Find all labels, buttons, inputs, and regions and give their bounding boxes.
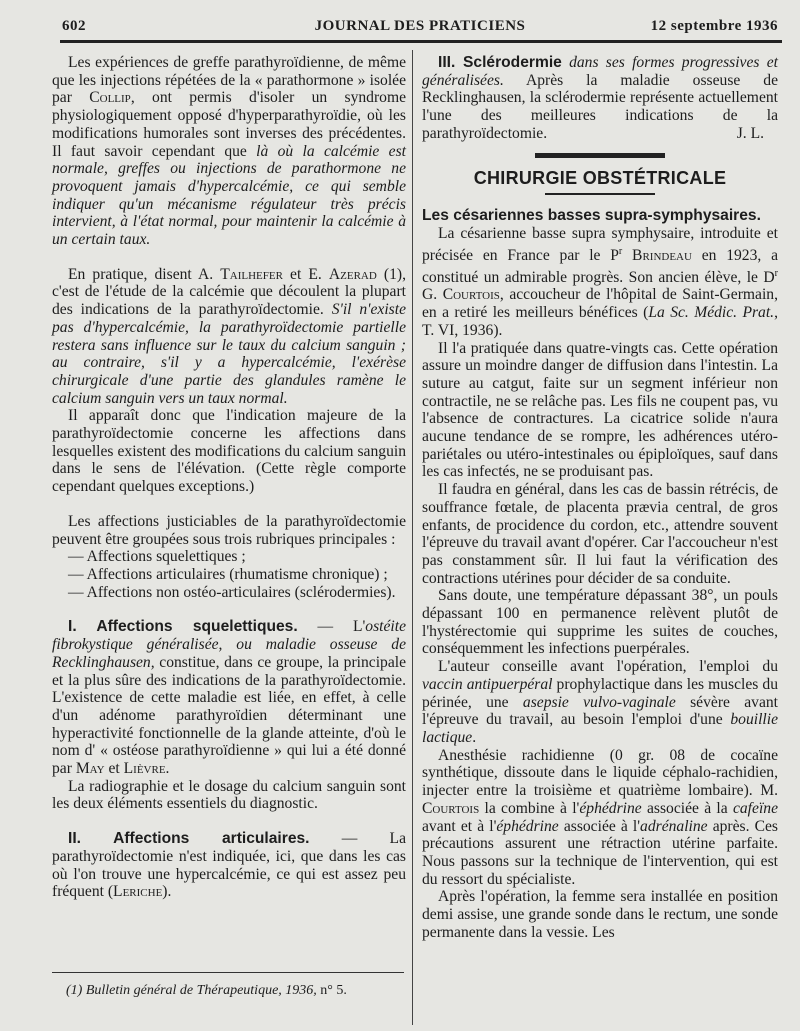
text-run: La césarienne basse supra symphysaire, introduite et précisée en France par le P: [422, 224, 778, 264]
paragraph: Il apparaît donc que l'indication majeure de la parathyroïdectomie concerne les affections dans lesquelles existent des modifications du calcium sanguin dans le sens de l'élévation. (Cette règle comporte cependant quelques exceptions.): [52, 407, 406, 496]
section-subrule: [545, 193, 655, 195]
text-run: En pratique, disent A.: [68, 265, 221, 283]
paragraph: La radiographie et le dosage du calcium sanguin sont les deux éléments essentiels du diagnostic.: [52, 777, 406, 813]
text-run: r: [774, 267, 778, 279]
text-run: .: [472, 729, 477, 746]
text-run: Azerad: [328, 265, 377, 283]
text-run: ostéite fibrokystique généralisée, ou maladie osseuse de Recklinghausen,: [52, 618, 406, 671]
text-run: L'auteur conseille avant l'opération, l'emploi du: [438, 658, 778, 676]
text-run: Anesthésie rachidienne (0 gr. 08 de cocaïne synthétique, dissoute dans le liquide céphalo-rachidien, injecter entre la troisième et quatrième lombaire). M.: [422, 746, 778, 800]
text-run: G.: [422, 286, 443, 304]
header-rule: [60, 40, 782, 43]
text-run: Brindeau: [632, 246, 692, 264]
right-column: [422, 54, 778, 941]
list-item: — Affections articulaires (rhumatisme chronique) ;: [68, 565, 388, 583]
text-run: constitue, dans ce groupe, la principale et la plus sûre des indications de la parathyroïdectomie. L'existence de cette maladie est liée, en effet, à celle d'un adénome parathyroïdien déterminant une hyperactivité fonctionnelle de la glande atteinte, d'où le nom d' « ostéose parathyroïdienne » qui lui a été donné par: [52, 653, 406, 778]
text-run: Courtois: [422, 799, 480, 817]
text-run: Les expériences de greffe parathyroïdienne, de même que les injections répétées de la « parathormone » isolée par: [52, 54, 406, 107]
paragraph: Les affections justiciables de la parathyroïdectomie peuvent être groupées sous trois rubriques principales :: [52, 512, 406, 548]
text-run: et: [104, 760, 124, 778]
text-run: adrénaline: [640, 817, 708, 835]
left-column: [52, 54, 406, 901]
text-run: [562, 54, 569, 71]
column-divider: [412, 50, 413, 1025]
paragraph: [52, 830, 406, 901]
text-run: associée à la: [641, 799, 733, 817]
text-run: , T. VI, 1936).: [422, 304, 778, 339]
text-run: Courtois: [442, 286, 500, 304]
text-run: La Sc. Médic. Prat.: [648, 304, 775, 322]
text-run: sévère avant l'épreuve du travail, au besoin l'emploi d'une: [422, 693, 779, 729]
paragraph: [52, 54, 406, 249]
page-number: 602: [62, 18, 86, 34]
article-heading: Les césariennes basses supra-symphysaires.: [422, 207, 761, 225]
text-run: asepsie vulvo-vaginale: [522, 693, 676, 711]
paragraph: Après l'opération, la femme sera installée en position demi assise, une grande sonde dans le rectum, une sonde permanente dans la vessie. Les: [422, 888, 778, 941]
text-run: en 1923, a constitué un admirable progrès. Son ancien élève, le D: [422, 246, 778, 286]
text-run: May: [75, 760, 105, 778]
text-run: (1), c'est de l'étude de la calcémie que découlent la plupart des indications de la parathyroïdectomie.: [52, 265, 407, 319]
text-run: Après la maladie osseuse de Recklinghausen, la sclérodermie représente actuellement l'une des meilleures indications de la parathyroïdectomie.: [422, 71, 778, 142]
text-run: (1) Bulletin général de Thérapeutique, 1936,: [66, 983, 321, 998]
list-item: — Affections non ostéo-articulaires (sclérodermies).: [68, 583, 396, 601]
paragraph: Il faudra en général, dans les cas de bassin rétrécis, de souffrance fœtale, de placenta prævia central, de gros enfants, de procidence du cordon, etc., attendre souvent l'épreuve du travail avant d'opérer. Car l'accoucheur n'est pas constamment sûr. Il lui faut la vérification des contractions utérines pour décider de sa conduite.: [422, 481, 778, 587]
footnote: [66, 983, 347, 999]
paragraph: [422, 747, 778, 889]
text-run: avant et à l': [422, 817, 497, 835]
text-run: III. Sclérodermie: [438, 54, 562, 71]
text-run: [622, 247, 632, 264]
text-run: prophylactique dans les muscles du périnée, une: [422, 675, 778, 711]
text-run: Leriche: [113, 883, 163, 901]
text-run: II. Affections articulaires.: [68, 830, 310, 848]
text-run: bouillie lactique: [422, 711, 778, 746]
paragraph: Sans doute, une température dépassant 38°, un pouls dépassant 100 en permanence relèvent plutôt de l'hystérectomie qui supprime les suites de couches, conséquemment les infections puerpérales.: [422, 587, 778, 658]
paragraph: Il l'a pratiquée dans quatre-vingts cas. Cette opération assure un moindre danger de diffusion dans l'intestin. La suture au catgut, faite sur un segment inférieur non contractile, ne se relâche pas. Les fils ne coupent pas, vu l'absence de contractures. La cicatrice solide n'aura aucune tendance de se rompre, les adhérences utéro-pariétales ou utéro-intestinales ou épiploïques, sauf dans les cas infectés, ne se produisant pas.: [422, 339, 778, 481]
text-run: — La parathyroïdectomie n'est indiquée, ici, que dans les cas où l'on trouve une hypercalcémie, ce qui est assez peu fréquent (: [52, 830, 406, 901]
text-run: Tailhefer: [220, 265, 283, 283]
text-run: dans ses formes progressives et généralisées.: [422, 54, 778, 89]
footnote-rule: [52, 972, 404, 973]
text-run: S'il n'existe pas d'hypercalcémie, la parathyroïdectomie partielle restera sans influence sur le taux du calcium sanguin ; au contraire, s'il y a hypercalcémie, l'exérèse chirurgicale d'une partie des glandules ramène le calcium sanguin vers un taux normal.: [52, 301, 407, 407]
running-header: [62, 18, 778, 40]
signature: J. L.: [736, 124, 764, 142]
text-run: associée à l': [558, 817, 641, 835]
text-run: .: [165, 760, 170, 778]
text-run: vaccin antipuerpéral: [422, 675, 553, 693]
paragraph: [52, 618, 406, 777]
text-run: r: [618, 245, 623, 257]
text-run: et E.: [282, 265, 329, 283]
text-run: cafeïne: [732, 799, 778, 817]
text-run: Collip: [89, 89, 131, 107]
section-rule: [535, 153, 665, 158]
paragraph: [422, 225, 778, 340]
issue-date: 12 septembre 1936: [650, 18, 778, 34]
text-run: , accoucheur de l'hôpital de Saint-Germain, en a retiré les meilleurs bénéfices (: [422, 286, 778, 322]
text-run: Lièvre: [123, 760, 166, 778]
section-title: CHIRURGIE OBSTÉTRICALE: [473, 167, 727, 188]
text-run: , ont permis d'isoler un syndrome physiologiquement opposé d'hyperparathyroïdie, où les modifications humorales sont inverses des précédentes. Il faut savoir cependant que: [52, 89, 406, 160]
list-item: — Affections squelettiques ;: [68, 548, 246, 566]
text-run: après. Ces précautions assurent une rétraction utérine parfaite. Nous passons sur la technique de l'intervention, qui est du ressort du spécialiste.: [422, 817, 778, 888]
text-run: éphédrine: [579, 799, 642, 817]
text-run: éphédrine: [496, 817, 559, 835]
paragraph: [52, 266, 406, 408]
journal-title: JOURNAL DES PRATICIENS: [314, 18, 526, 34]
paragraph: [422, 658, 778, 747]
text-run: là où la calcémie est normale, greffes ou injections de parathormone ne provoquent jamais d'hypercalcémie, ce qui semble indiquer qu'un mécanisme régulateur très précis intervient, à l'état normal, pour maintenir la calcémie à un certain taux.: [52, 142, 406, 249]
text-run: la combine à l': [479, 799, 580, 817]
text-run: I. Affections squelettiques.: [68, 618, 298, 636]
text-run: n° 5.: [320, 983, 347, 998]
text-run: — L': [297, 618, 366, 636]
text-run: ).: [162, 883, 172, 901]
